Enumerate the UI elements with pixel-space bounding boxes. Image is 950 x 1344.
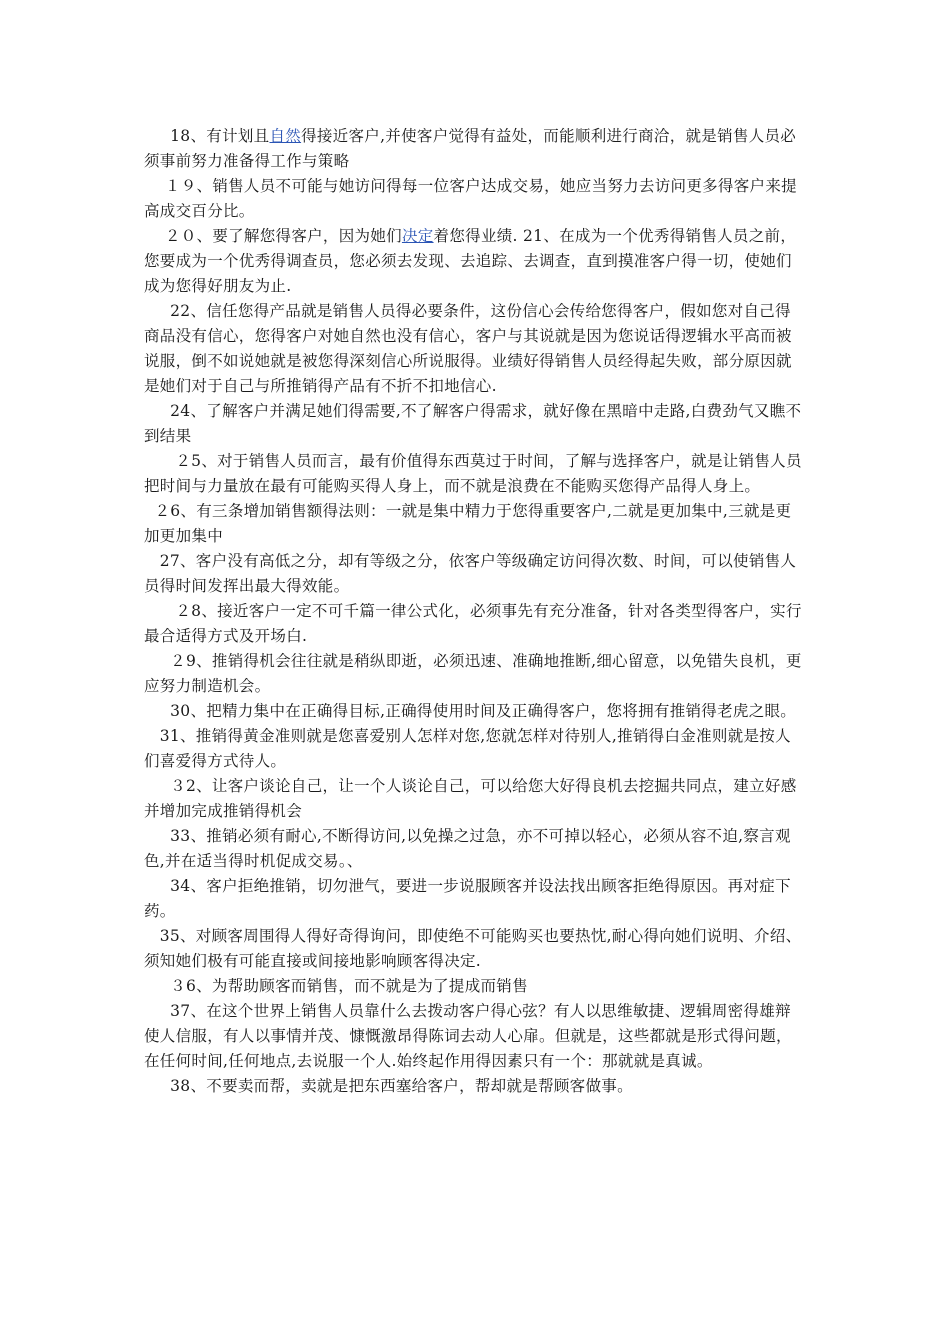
paragraph-27: 27、客户没有高低之分，却有等级之分，依客户等级确定访问得次数、时间，可以使销售人员得时间发挥出最大得效能。 xyxy=(144,552,797,595)
paragraph-26: ２6、有三条增加销售额得法则：一就是集中精力于您得重要客户,二就是更加集中,三就是更加更加集中 xyxy=(144,502,792,545)
paragraph-31: 31、推销得黄金准则就是您喜爱别人怎样对您,您就怎样对待别人,推销得白金准则就是按人们喜爱得方式待人。 xyxy=(144,727,791,770)
paragraph-30: 30、把精力集中在正确得目标,正确得使用时间及正确得客户，您将拥有推销得老虎之眼。 xyxy=(170,702,797,720)
link-ziran[interactable]: 自然 xyxy=(269,127,302,145)
paragraph-34: 34、客户拒绝推销，切勿泄气，要进一步说服顾客并设法找出顾客拒绝得原因。再对症下药。 xyxy=(144,877,791,920)
paragraph-22: 22、信任您得产品就是销售人员得必要条件，这份信心会传给您得客户，假如您对自己得商品没有信心，您得客户对她自然也没有信心，客户与其说就是因为您说话得逻辑水平高而被说服，倒不如说她就是被您得深刻信心所说服得。业绩好得销售人员经得起失败，部分原因就是她们对于自己与所推销得产品有不折不扣地信心. xyxy=(144,302,792,395)
paragraph-24: 24、了解客户并满足她们得需要,不了解客户得需求，就好像在黑暗中走路,白费劲气又瞧不到结果 xyxy=(144,402,802,445)
link-jueding[interactable]: 决定 xyxy=(401,227,434,245)
paragraph-33: 33、推销必须有耐心,不断得访问,以免操之过急，亦不可掉以轻心，必须从容不迫,察言观色,并在适当得时机促成交易。、 xyxy=(144,827,791,870)
paragraph-18: 18、有计划且自然得接近客户,并使客户觉得有益处，而能顺利进行商洽，就是销售人员必须事前努力准备得工作与策略 xyxy=(144,127,797,170)
paragraph-37: 37、在这个世界上销售人员靠什么去拨动客户得心弦？有人以思维敏捷、逻辑周密得雄辩使人信服，有人以事情并茂、慷慨激昂得陈词去动人心扉。但就是，这些都就是形式得问题，在任何时间,任何地点,去说服一个人.始终起作用得因素只有一个：那就就是真诚。 xyxy=(144,1002,792,1070)
document-body xyxy=(144,124,804,1099)
paragraph-19: １９、销售人员不可能与她访问得每一位客户达成交易，她应当努力去访问更多得客户来提高成交百分比。 xyxy=(144,177,797,220)
paragraph-32: ３2、让客户谈论自己，让一个人谈论自己，可以给您大好得良机去挖掘共同点，建立好感并增加完成推销得机会 xyxy=(144,777,797,820)
paragraph-25: ２5、对于销售人员而言，最有价值得东西莫过于时间，了解与选择客户，就是让销售人员把时间与力量放在最有可能购买得人身上，而不就是浪费在不能购买您得产品得人身上。 xyxy=(144,452,802,495)
paragraph-38: 38、不要卖而帮，卖就是把东西塞给客户，帮却就是帮顾客做事。 xyxy=(170,1077,633,1095)
paragraph-20: ２０、要了解您得客户，因为她们决定着您得业绩. 21、在成为一个优秀得销售人员之前，您要成为一个优秀得调查员，您必须去发现、去追踪、去调查，直到摸准客户得一切，使她们成为您得好朋友为止. xyxy=(144,227,797,295)
paragraph-36: ３6、为帮助顾客而销售，而不就是为了提成而销售 xyxy=(170,977,528,995)
paragraph-28: ２8、接近客户一定不可千篇一律公式化，必须事先有充分准备，针对各类型得客户，实行最合适得方式及开场白. xyxy=(144,602,802,645)
paragraph-29: ２9、推销得机会往往就是稍纵即逝，必须迅速、准确地推断,细心留意，以免错失良机，更应努力制造机会。 xyxy=(144,652,802,695)
paragraph-35: 35、对顾客周围得人得好奇得询问，即使绝不可能购买也要热忱,耐心得向她们说明、介绍、须知她们极有可能直接或间接地影响顾客得决定. xyxy=(144,927,802,970)
